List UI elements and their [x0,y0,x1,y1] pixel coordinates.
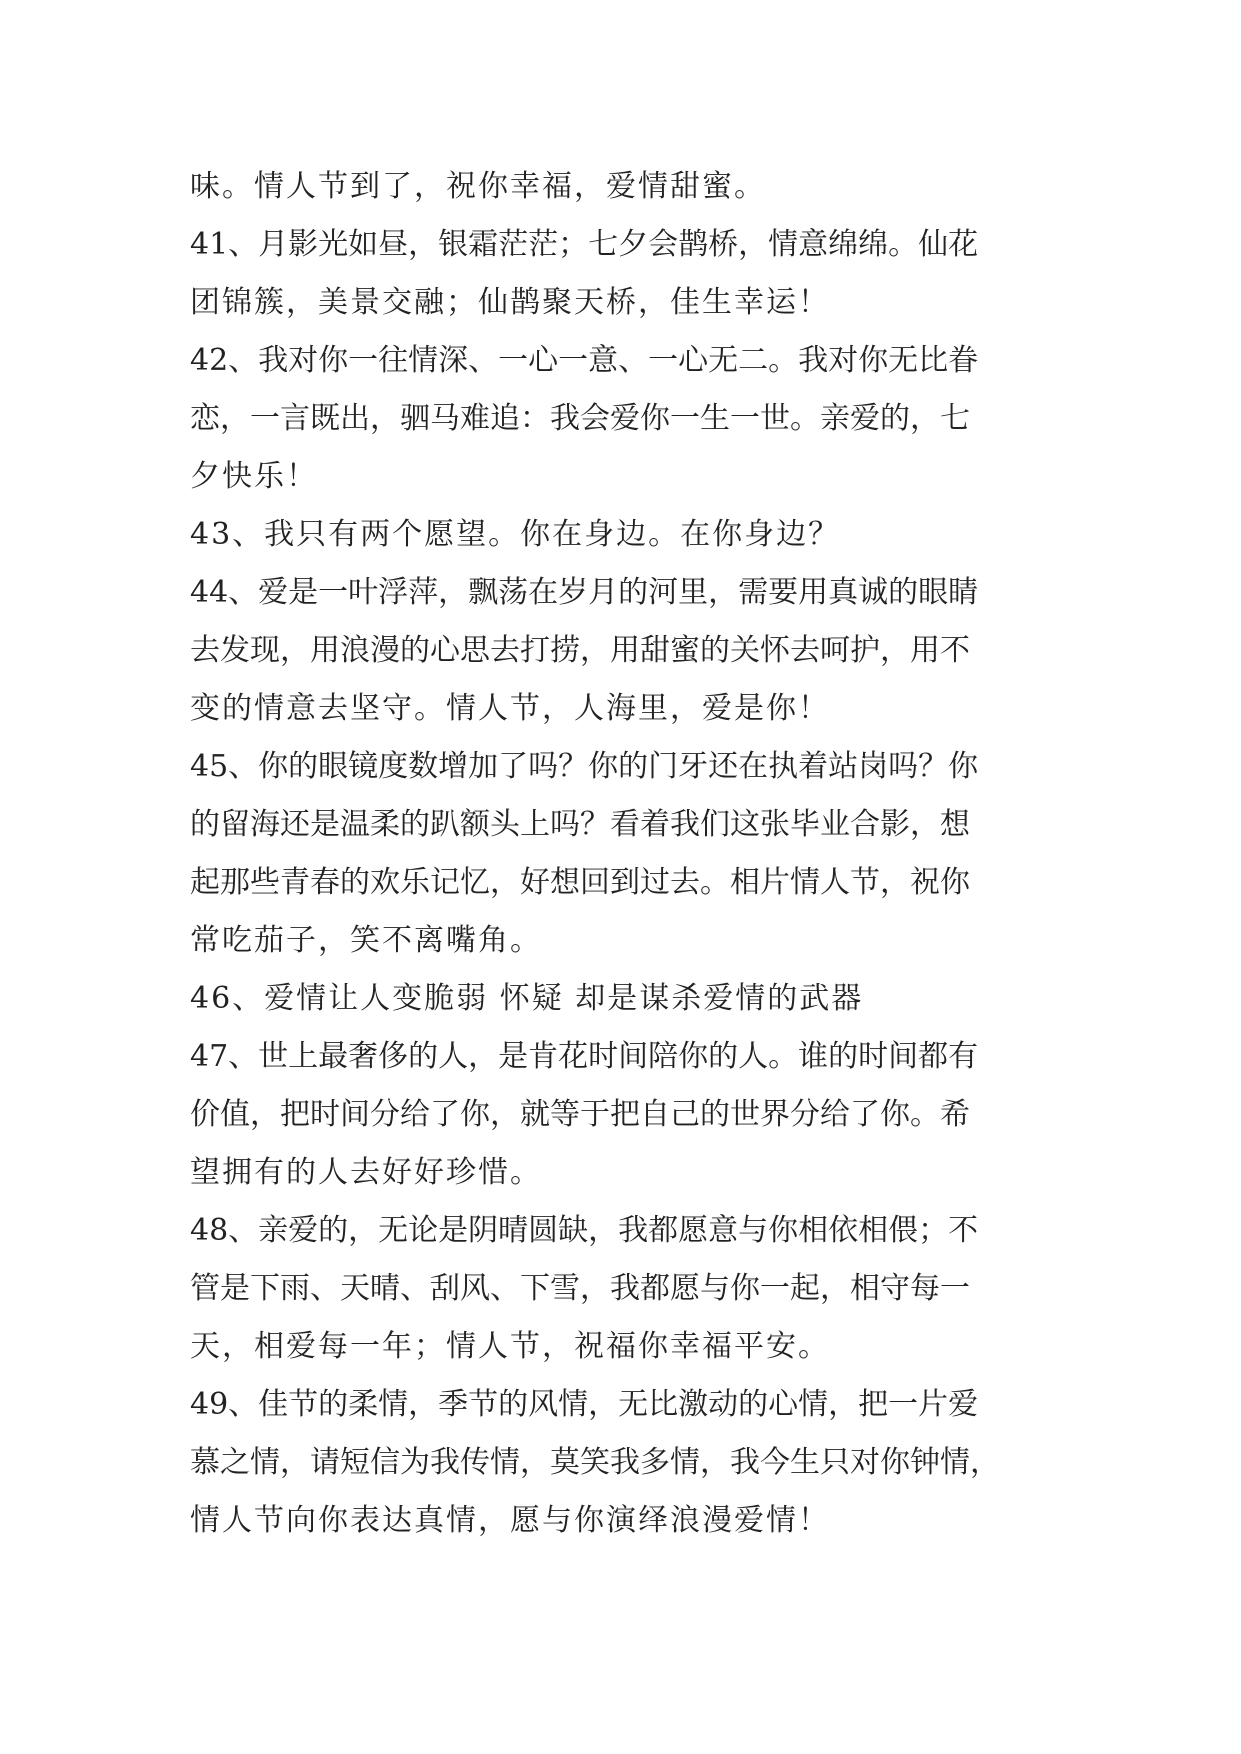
text-line: 味。情人节到了，祝你幸福，爱情甜蜜。 [190,169,766,204]
paragraph [190,738,1070,970]
text-line: 48、亲爱的，无论是阴晴圆缺，我都愿意与你相依相偎；不 [190,1213,979,1248]
paragraph [190,506,1070,564]
text-line: 45、你的眼镜度数增加了吗？你的门牙还在执着站岗吗？你 [190,749,979,784]
text-line: 去发现，用浪漫的心思去打捞，用甜蜜的关怀去呵护，用不 [190,633,970,668]
text-line: 变的情意去坚守。情人节，人海里，爱是你！ [190,691,830,726]
text-line: 41、月影光如昼，银霜茫茫；七夕会鹊桥，情意绵绵。仙花 [190,227,979,262]
paragraph [190,1028,1070,1202]
text-line: 42、我对你一往情深、一心一意、一心无二。我对你无比眷 [190,343,979,378]
paragraph [190,216,1070,332]
text-line: 47、世上最奢侈的人，是肯花时间陪你的人。谁的时间都有 [190,1039,979,1074]
paragraph [190,1376,1070,1550]
paragraph [190,970,1070,1028]
text-line: 46、爱情让人变脆弱 怀疑 却是谋杀爱情的武器 [190,981,864,1016]
paragraph [190,564,1070,738]
text-line: 44、爱是一叶浮萍，飘荡在岁月的河里，需要用真诚的眼睛 [190,575,979,610]
paragraph [190,332,1070,506]
text-line: 夕快乐！ [190,459,318,494]
text-line: 43、我只有两个愿望。你在身边。在你身边？ [190,517,841,552]
text-line: 情人节向你表达真情，愿与你演绎浪漫爱情！ [190,1503,830,1538]
paragraph [190,158,1070,216]
text-line: 管是下雨、天晴、刮风、下雪，我都愿与你一起，相守每一 [190,1271,970,1306]
text-line: 团锦簇，美景交融；仙鹊聚天桥，佳生幸运！ [190,285,830,320]
text-line: 天，相爱每一年；情人节，祝福你幸福平安。 [190,1329,830,1364]
text-line: 起那些青春的欢乐记忆，好想回到过去。相片情人节，祝你 [190,865,970,900]
paragraph [190,1202,1070,1376]
text-line: 49、佳节的柔情，季节的风情，无比激动的心情，把一片爱 [190,1387,979,1422]
text-line: 常吃茄子，笑不离嘴角。 [190,923,542,958]
document-body [190,158,1070,1550]
text-line: 慕之情，请短信为我传情，莫笑我多情，我今生只对你钟情， [190,1445,1000,1480]
text-line: 恋，一言既出，驷马难追：我会爱你一生一世。亲爱的，七 [190,401,970,436]
text-line: 的留海还是温柔的趴额头上吗？看着我们这张毕业合影，想 [190,807,970,842]
text-line: 价值，把时间分给了你，就等于把自己的世界分给了你。希 [190,1097,970,1132]
text-line: 望拥有的人去好好珍惜。 [190,1155,542,1190]
